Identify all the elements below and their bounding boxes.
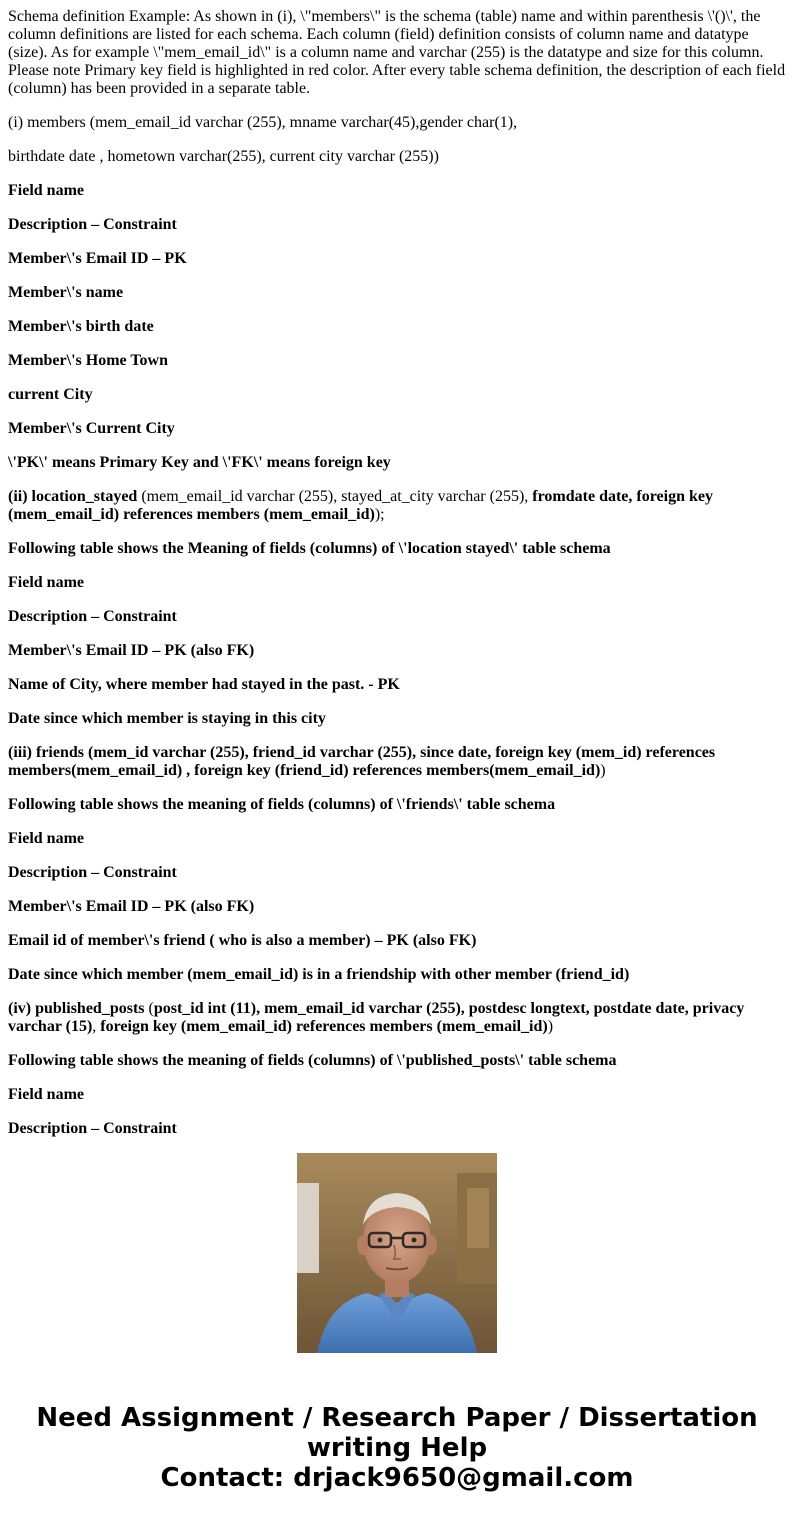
- pk-fk-note: \'PK\' means Primary Key and \'FK\' means foreign key: [8, 454, 391, 471]
- published-posts-schema-name: (iv) published_posts: [8, 1000, 145, 1017]
- members-schema-line1: (i) members (mem_email_id varchar (255), mname varchar(45),gender char(1),: [8, 114, 518, 131]
- document-body: [8, 8, 786, 1137]
- members-row: Member\'s Current City: [8, 420, 175, 437]
- published-posts-schema-open: (: [144, 1000, 154, 1017]
- location-stayed-description-header: Description – Constraint: [8, 608, 177, 625]
- promo-line-1: Need Assignment / Research Paper / Dissertation: [36, 1403, 758, 1433]
- location-stayed-schema: [8, 488, 786, 524]
- members-row: Member\'s Email ID – PK: [8, 250, 187, 267]
- location-stayed-field-name-header: Field name: [8, 574, 84, 591]
- location-stayed-schema-end: );: [374, 506, 385, 523]
- friends-row: Date since which member (mem_email_id) is in a friendship with other member (friend_id): [8, 966, 630, 983]
- friends-schema-text: (iii) friends (mem_id varchar (255), friend_id varchar (255), since date, foreign key (mem_id) references members(mem_email_id) , foreign key (friend_id) references members(mem_email_id): [8, 744, 716, 779]
- members-description-header: Description – Constraint: [8, 216, 177, 233]
- author-portrait-icon: [297, 1153, 497, 1353]
- location-stayed-row: Name of City, where member had stayed in the past. - PK: [8, 676, 400, 693]
- published-posts-schema-columns: post_id int (11), mem_email_id varchar (255), postdesc longtext, postdate date, privacy varchar (15): [8, 1000, 745, 1035]
- published-posts-description-header: Description – Constraint: [8, 1120, 177, 1137]
- location-stayed-row: Date since which member is staying in this city: [8, 710, 326, 727]
- location-stayed-schema-name: (ii) location_stayed: [8, 488, 138, 505]
- members-field-name-header: Field name: [8, 182, 84, 199]
- friends-schema: [8, 744, 786, 780]
- members-row: Member\'s Home Town: [8, 352, 168, 369]
- friends-field-name-header: Field name: [8, 830, 84, 847]
- published-posts-schema: [8, 1000, 786, 1036]
- friends-schema-end: ): [600, 762, 606, 779]
- location-stayed-schema-fk: fromdate date, foreign key (mem_email_id) references members (mem_email_id): [8, 488, 713, 523]
- published-posts-schema-fk: foreign key (mem_email_id) references members (mem_email_id): [100, 1018, 548, 1035]
- members-schema-line2: birthdate date , hometown varchar(255), current city varchar (255)): [8, 148, 439, 165]
- promo-banner: [0, 1403, 794, 1493]
- members-row: Member\'s birth date: [8, 318, 154, 335]
- promo-line-2: writing Help: [306, 1433, 488, 1463]
- author-avatar: [297, 1153, 497, 1353]
- location-stayed-row: Member\'s Email ID – PK (also FK): [8, 642, 255, 659]
- published-posts-schema-comma: ,: [92, 1018, 101, 1035]
- friends-row: Member\'s Email ID – PK (also FK): [8, 898, 255, 915]
- published-posts-field-name-header: Field name: [8, 1086, 84, 1103]
- friends-description-header: Description – Constraint: [8, 864, 177, 881]
- published-posts-schema-end: ): [547, 1018, 554, 1035]
- intro-paragraph: Schema definition Example: As shown in (i), \"members\" is the schema (table) name and within parenthesis \'()\', the column definitions are listed for each schema. Each column (field) definition consists of column name and datatype (size). As for example \"mem_email_id\" is a column name and varchar (255) is the datatype and size for this column. Please note Primary key field is highlighted in red color. After every table schema definition, the description of each field (column) has been provided in a separate table.: [8, 8, 786, 97]
- members-row: Member\'s name: [8, 284, 124, 301]
- location-stayed-caption: Following table shows the Meaning of fields (columns) of \'location stayed\' table schema: [8, 540, 611, 557]
- members-row: current City: [8, 386, 93, 403]
- published-posts-caption: Following table shows the meaning of fields (columns) of \'published_posts\' table schema: [8, 1052, 617, 1069]
- friends-caption: Following table shows the meaning of fields (columns) of \'friends\' table schema: [8, 796, 556, 813]
- promo-contact: Contact: drjack9650@gmail.com: [160, 1463, 634, 1493]
- friends-row: Email id of member\'s friend ( who is also a member) – PK (also FK): [8, 932, 477, 949]
- location-stayed-schema-columns: (mem_email_id varchar (255), stayed_at_city varchar (255),: [137, 488, 533, 505]
